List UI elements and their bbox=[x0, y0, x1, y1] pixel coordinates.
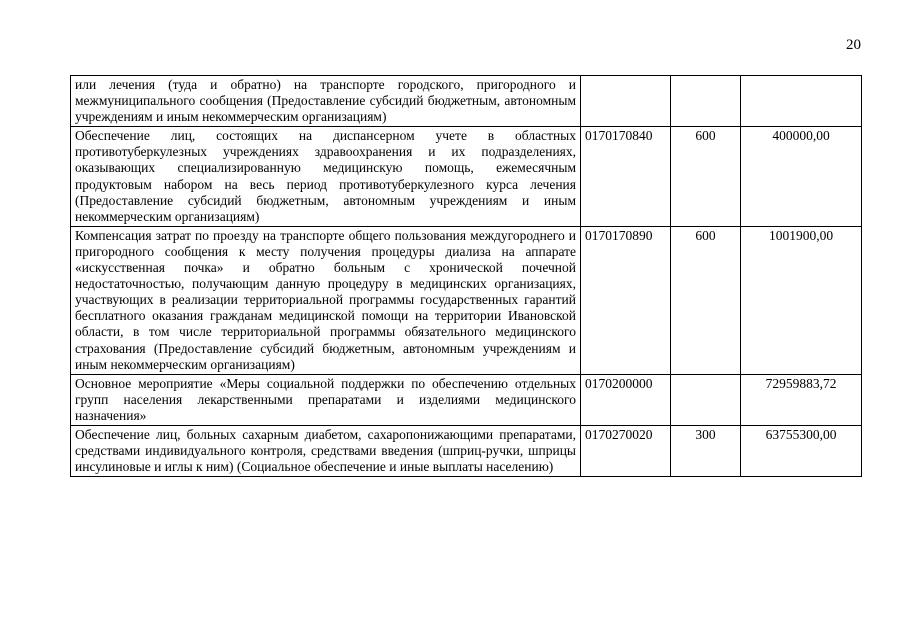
row-target-code: 0170200000 bbox=[581, 374, 671, 425]
row-description: Основное мероприятие «Меры социальной поддержки по обеспечению отдельных групп населения лекарственными препаратами и изделиями медицинского назначения» bbox=[71, 374, 581, 425]
row-expense-type bbox=[671, 374, 741, 425]
row-description: Обеспечение лиц, состоящих на диспансерном учете в областных противотуберкулезных учреждениях здравоохранения и их подразделениях, оказывающих специализированную медицинскую помощь, ежемесячным продуктовым набором на весь период противотуберкулезного курса лечения (Предоставление субсидий бюджетным, автономным учреждениям и иным некоммерческим организациям) bbox=[71, 127, 581, 227]
row-description: Обеспечение лиц, больных сахарным диабетом, сахаропонижающими препаратами, средствами индивидуального контроля, средствами введения (шприц-ручки, шприцы инсулиновые и иглы к ним) (Социальное обеспечение и иные выплаты населению) bbox=[71, 425, 581, 476]
table-row bbox=[71, 76, 862, 127]
page-number: 20 bbox=[846, 37, 861, 53]
row-target-code: 0170170890 bbox=[581, 226, 671, 374]
row-amount: 72959883,72 bbox=[741, 374, 862, 425]
table-row bbox=[71, 127, 862, 227]
row-target-code bbox=[581, 76, 671, 127]
row-description: Компенсация затрат по проезду на транспорте общего пользования междугороднего и пригородного сообщения к месту получения процедуры диализа на аппарате «искусственная почка» и обратно больным с хронической почечной недостаточностью, получающим данную процедуру в медицинских организациях, участвующих в реализации территориальной программы государственных гарантий бесплатного оказания гражданам медицинской помощи на территории Ивановской области, в том числе территориальной программы обязательного медицинского страхования (Предоставление субсидий бюджетным, автономным учреждениям и иным некоммерческим организациям) bbox=[71, 226, 581, 374]
row-expense-type: 300 bbox=[671, 425, 741, 476]
budget-table bbox=[70, 75, 862, 477]
row-expense-type bbox=[671, 76, 741, 127]
row-target-code: 0170270020 bbox=[581, 425, 671, 476]
row-target-code: 0170170840 bbox=[581, 127, 671, 227]
row-expense-type: 600 bbox=[671, 226, 741, 374]
table-row bbox=[71, 425, 862, 476]
row-amount: 63755300,00 bbox=[741, 425, 862, 476]
row-expense-type: 600 bbox=[671, 127, 741, 227]
row-amount: 1001900,00 bbox=[741, 226, 862, 374]
table-row bbox=[71, 226, 862, 374]
row-description: или лечения (туда и обратно) на транспорте городского, пригородного и межмуниципального сообщения (Предоставление субсидий бюджетным, автономным учреждениям и иным некоммерческим организациям) bbox=[71, 76, 581, 127]
table-row bbox=[71, 374, 862, 425]
row-amount: 400000,00 bbox=[741, 127, 862, 227]
row-amount bbox=[741, 76, 862, 127]
